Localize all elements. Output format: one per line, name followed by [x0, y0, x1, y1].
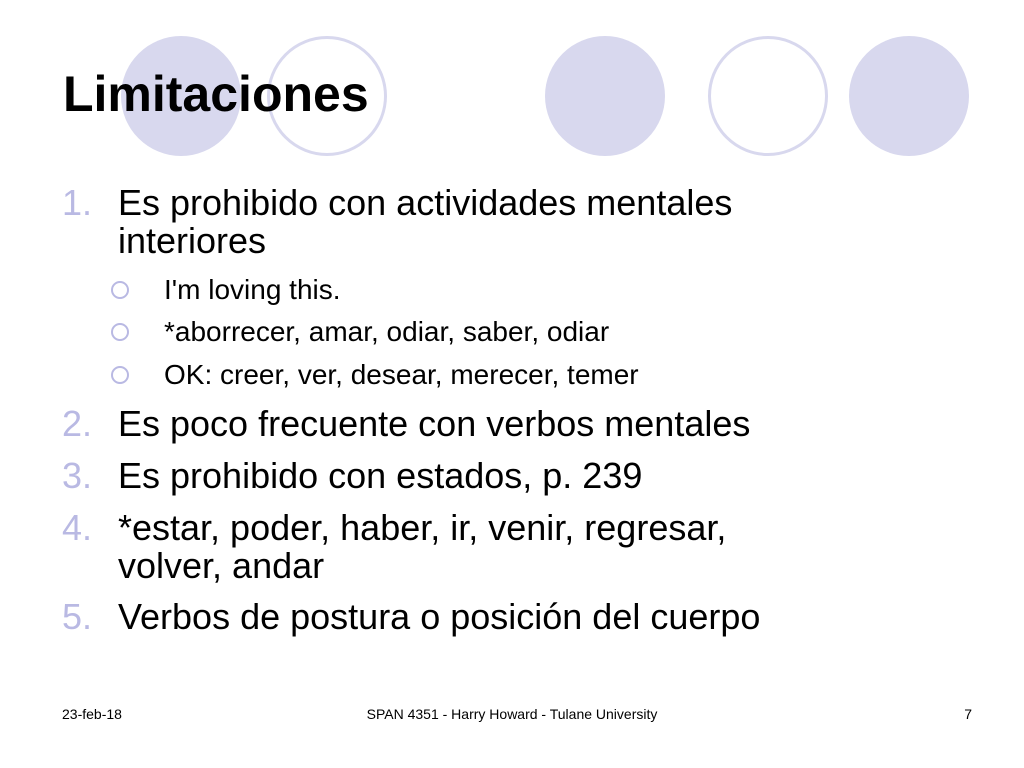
list-item-text: Es prohibido con actividades mentales interiores: [118, 182, 733, 261]
list-number: 4.: [62, 507, 93, 548]
sub-list-item-text: OK: creer, ver, desear, merecer, temer: [164, 359, 639, 390]
list-item-text: Es poco frecuente con verbos mentales: [118, 403, 751, 444]
list-item: [62, 509, 962, 585]
decor-circle-icon: [545, 36, 665, 156]
list-item: [62, 457, 962, 495]
list-item-text: *estar, poder, haber, ir, venir, regresar, volver, andar: [118, 507, 727, 586]
sub-list-item: [108, 274, 908, 306]
list-item-text: Verbos de postura o posición del cuerpo: [118, 596, 761, 637]
footer-page-number: 7: [964, 706, 972, 722]
list-number: 1.: [62, 182, 93, 223]
decor-circle-icon: [708, 36, 828, 156]
ring-bullet-icon: [108, 363, 132, 387]
list-number: 3.: [62, 455, 93, 496]
sub-list-item-text: *aborrecer, amar, odiar, saber, odiar: [164, 316, 610, 347]
decor-circle-icon: [849, 36, 969, 156]
sub-list-item-text: I'm loving this.: [164, 274, 341, 305]
footer-course: SPAN 4351 - Harry Howard - Tulane University: [366, 706, 658, 722]
sub-list-item: [108, 316, 908, 348]
list-number: 5.: [62, 596, 93, 637]
footer-date: 23-feb-18: [62, 706, 122, 722]
slide-title: Limitaciones: [63, 66, 369, 122]
list-item: [62, 405, 962, 443]
list-number: 2.: [62, 403, 93, 444]
ring-bullet-icon: [108, 320, 132, 344]
list-item: [62, 598, 962, 636]
list-item: [62, 184, 962, 260]
list-item-text: Es prohibido con estados, p. 239: [118, 455, 643, 496]
ring-bullet-icon: [108, 278, 132, 302]
sub-list-item: [108, 359, 908, 391]
